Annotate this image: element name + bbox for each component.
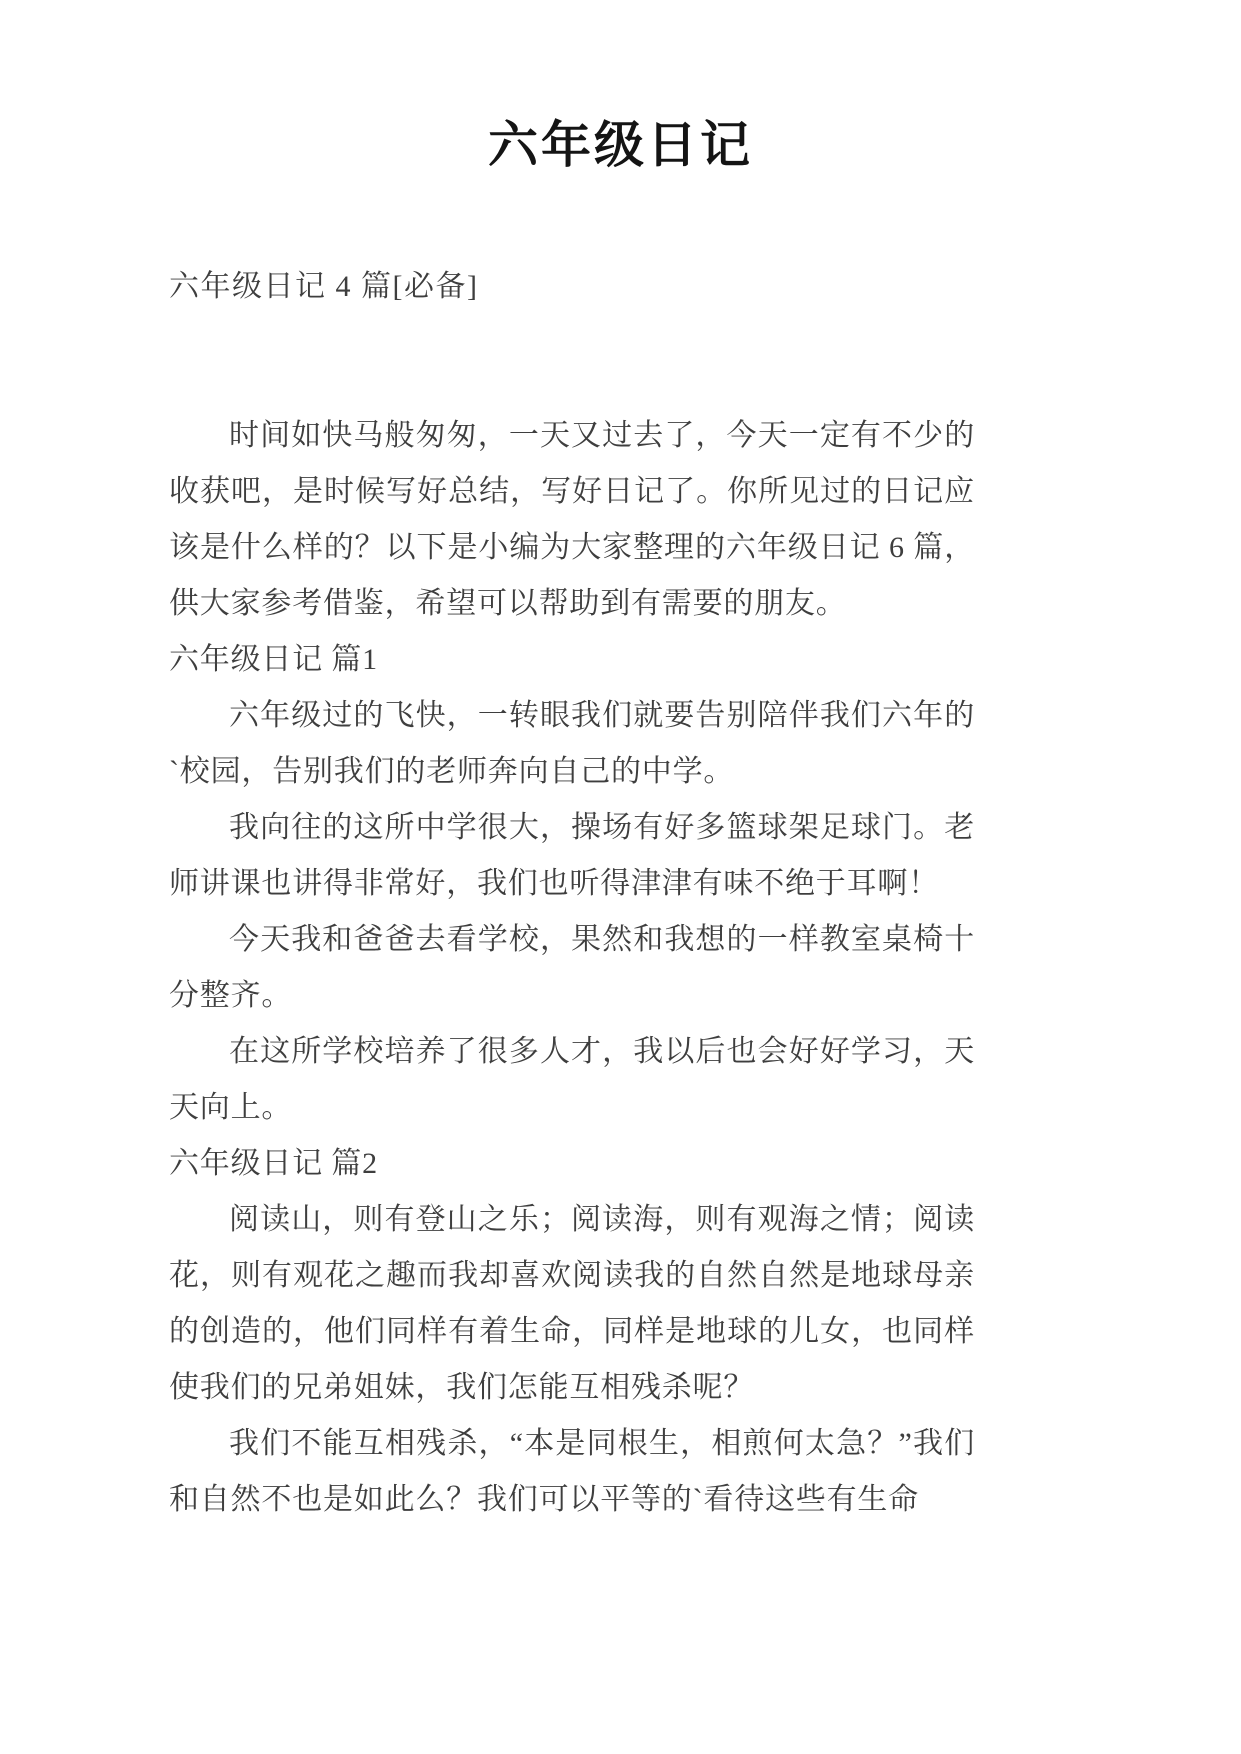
paragraph: 在这所学校培养了很多人才，我以后也会好好学习，天天向上。 — [169, 1035, 975, 1124]
section-heading: 六年级日记 篇1 — [169, 643, 378, 676]
document-subtitle: 六年级日记 4 篇[必备] — [169, 270, 479, 303]
section-heading: 六年级日记 篇2 — [169, 1147, 378, 1180]
paragraph: 我们不能互相残杀，“本是同根生，相煎何太急？”我们和自然不也是如此么？我们可以平等的`看待这些有生命 — [169, 1427, 975, 1516]
paragraph: 阅读山，则有登山之乐；阅读海，则有观海之情；阅读花，则有观花之趣而我却喜欢阅读我的自然自然是地球母亲的创造的，他们同样有着生命，同样是地球的儿女，也同样使我们的兄弟姐妹，我们怎能互相残杀呢？ — [169, 1203, 975, 1404]
paragraph: 我向往的这所中学很大，操场有好多篮球架足球门。老师讲课也讲得非常好，我们也听得津津有味不绝于耳啊！ — [169, 811, 975, 900]
document-body — [169, 408, 975, 1528]
paragraph: 六年级过的飞快，一转眼我们就要告别陪伴我们六年的`校园，告别我们的老师奔向自己的中学。 — [169, 699, 975, 788]
paragraph: 时间如快马般匆匆，一天又过去了，今天一定有不少的收获吧，是时候写好总结，写好日记了。你所见过的日记应该是什么样的？以下是小编为大家整理的六年级日记 6 篇，供大家参考借鉴，希望可以帮助到有需要的朋友。 — [169, 419, 975, 620]
document-title: 六年级日记 — [488, 117, 753, 173]
paragraph: 今天我和爸爸去看学校，果然和我想的一样教室桌椅十分整齐。 — [169, 923, 975, 1012]
